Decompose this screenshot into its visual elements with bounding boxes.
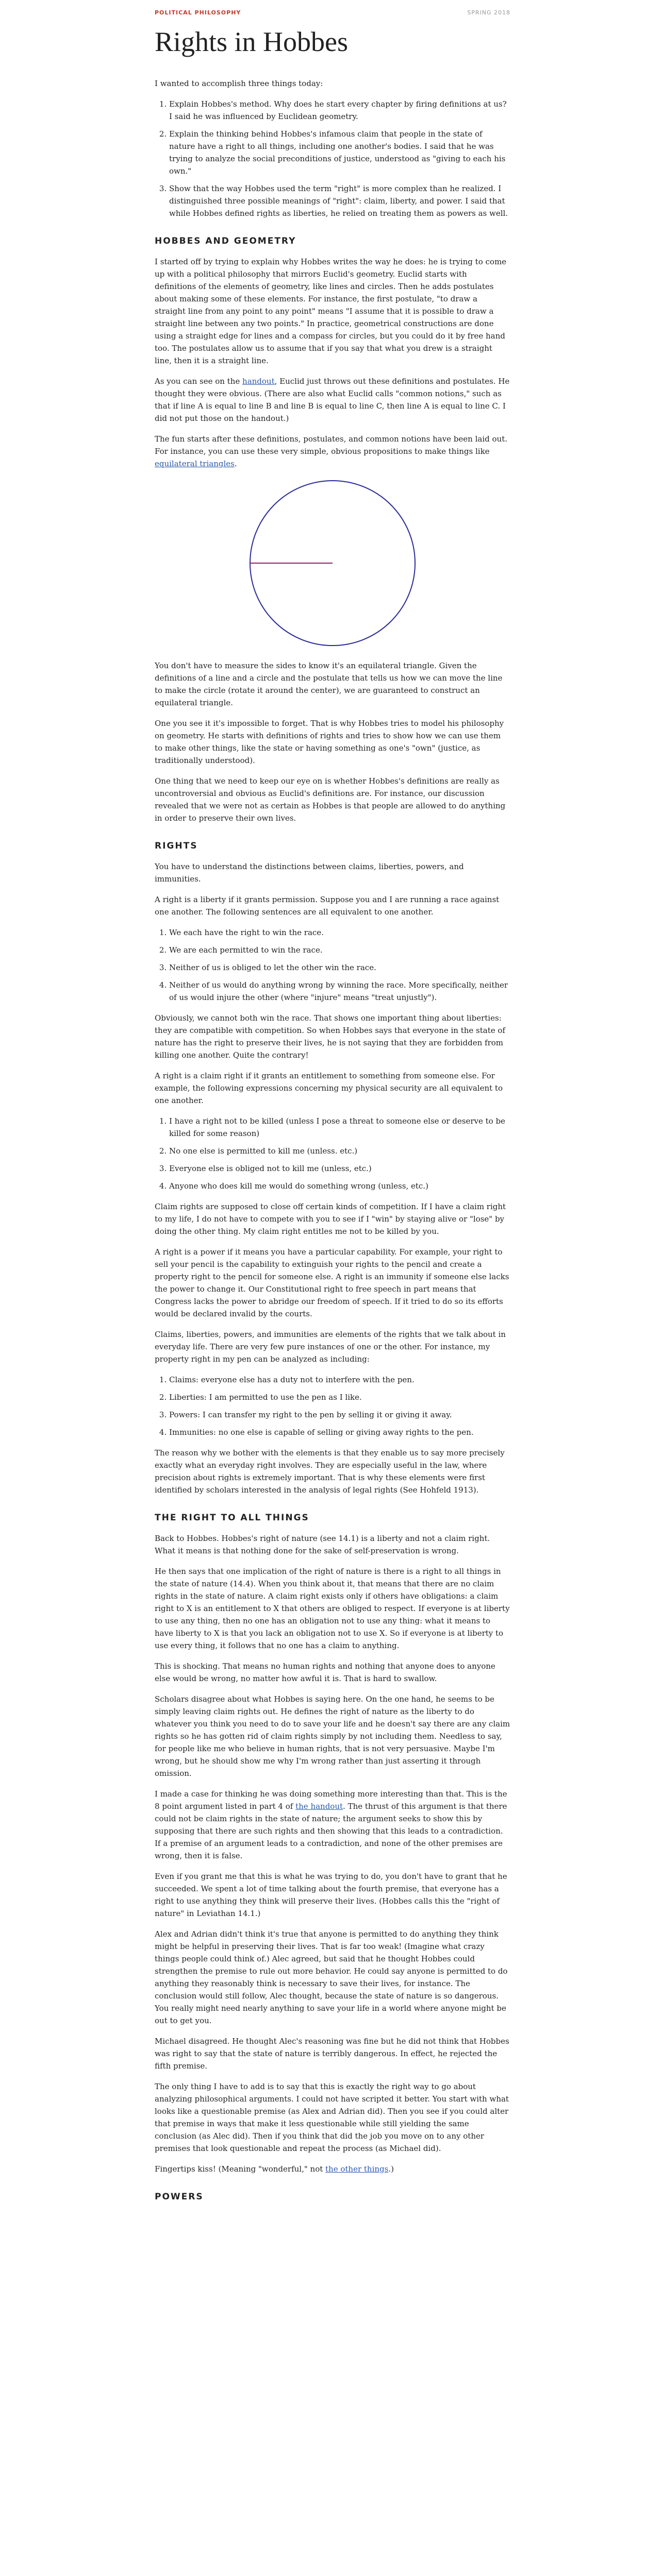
paragraph: The fun starts after these definitions, postulates, and common notions have been laid out. For instance, you can use these very simple, obvious propositions to make things like equilateral triangles. [155,434,508,468]
top-bar [155,9,510,19]
section-heading-geometry: HOBBES AND GEOMETRY [155,236,296,246]
list-item: 3. Everyone else is obliged not to kill me (unless, etc.) [169,1162,510,1175]
paragraph: Fingertips kiss! (Meaning "wonderful," not the other things.) [155,2164,394,2174]
list-item: 2. No one else is permitted to kill me (unless. etc.) [169,1145,510,1157]
the-handout-link[interactable]: the handout [295,1802,343,1811]
article-body [155,77,510,2211]
paragraph: One thing that we need to keep our eye on is whether Hobbes's definitions are really as uncontroversial and obvious as Euclid's definitions are. For instance, our discussion revealed that we were not as certain as Hobbes is that people are allowed to do anything in order to preserve their own lives. [155,776,506,823]
paragraph: The reason why we bother with the elements is that they enable us to say more precisely exactly what an everyday right involves. They are especially useful in the law, where precision about rights is extremely important. That is why these elements were first identified by scholars interested in the analysis of legal rights (See Hohfeld 1913). [155,1448,505,1495]
paragraph: He then says that one implication of the right of nature is there is a right to all things in the state of nature (14.4). When you think about it, that means that there are no claim rights in the state of nature. A claim right exists only if others have obligations: a claim right to X is an entitlement to X that others are obliged to respect. If everyone is at liberty to use any thing, then no one has an obligation not to use any thing: what it means to have liberty to X is that you lack an obligation not to use X. So if everyone is at liberty to use every thing, it follows that no one has a claim to anything. [155,1567,510,1650]
course-label[interactable]: POLITICAL PHILOSOPHY [155,9,241,16]
paragraph: One you see it it's impossible to forget. That is why Hobbes tries to model his philosophy on geometry. He starts with definitions of rights and tries to show how we can use them to make other things, like the state or having something as one's "own" (justice, as traditionally understood). [155,719,504,765]
list-item: 1. We each have the right to win the race. [169,926,510,939]
list-item: 4. Anyone who does kill me would do something wrong (unless, etc.) [169,1180,510,1192]
paragraph: As you can see on the handout, Euclid just throws out these definitions and postulates. He thought they were obvious. (There are also what Euclid calls "common notions," such as that if line A is equal to line B and line B is equal to line C, then line A is equal to line C. I did not put those on the handout.) [155,377,510,423]
paragraph: Scholars disagree about what Hobbes is saying here. On the one hand, he seems to be simply leaving claim rights out. He defines the right of nature as the liberty to do whatever you think you need to do to save your life and he doesn't say there are any claim rights so he has gotten rid of claim rights simply by not including them. Needless to say, for people like me who believe in human rights, that is not very persuasive. Maybe I'm wrong, but he should show me why I'm wrong rather than just asserting it through omission. [155,1694,510,1778]
list-item: 2. Liberties: I am permitted to use the pen as I like. [169,1391,510,1403]
list-item: 3. Neither of us is obliged to let the other win the race. [169,961,510,974]
claim-list [155,1115,510,1192]
section-heading-all-things: THE RIGHT TO ALL THINGS [155,1513,309,1523]
paragraph: This is shocking. That means no human rights and nothing that anyone does to anyone else would be wrong, no matter how awful it is. That is hard to swallow. [155,1662,495,1683]
list-item: 3. Powers: I can transfer my right to the pen by selling it or giving it away. [169,1409,510,1421]
paragraph: You have to understand the distinctions between claims, liberties, powers, and immunities. [155,862,464,884]
paragraph: Back to Hobbes. Hobbes's right of nature (see 14.1) is a liberty and not a claim right. What it means is that nothing done for the sake of self-preservation is wrong. [155,1534,490,1555]
goal-item: 2. Explain the thinking behind Hobbes's infamous claim that people in the state of nature have a right to all things, including one another's bodies. I said that he was trying to analyze the social preconditions of justice, understood as "giving to each his own." [169,128,510,177]
page-title: Rights in Hobbes [155,26,349,57]
list-item: 2. We are each permitted to win the race. [169,944,510,956]
list-item: 1. I have a right not to be killed (unless I pose a threat to someone else or deserve to be killed for some reason) [169,1115,510,1140]
paragraph: Alex and Adrian didn't think it's true that anyone is permitted to do anything they think might be helpful in preserving their lives. That is far too weak! (Imagine what crazy things people could think of.) Alec agreed, but said that he thought Hobbes could strengthen the premise to rule out more behavior. He could say anyone is permitted to do anything they reasonably think is necessary to save their lives, for instance. The conclusion would still follow, Alec thought, because the state of nature is so dangerous. You really might need nearly anything to save your life in a world where anyone might be out to get you. [155,1929,508,2025]
paragraph: Claims, liberties, powers, and immunities are elements of the rights that we talk about in everyday life. There are very few pure instances of one or the other. For instance, my property right in my pen can be analyzed as including: [155,1330,506,1364]
goals-list [155,98,510,219]
paragraph: I made a case for thinking he was doing something more interesting than that. This is the 8 point argument listed in part 4 of the handout. The thrust of this argument is that there could not be claim rights in the state of nature; the argument seeks to show this by supposing that there are such rights and then showing that this leads to a contradiction. If a premise of an argument leads to a contradiction, and none of the other premises are wrong, then it is false. [155,1789,507,1860]
liberty-list [155,926,510,1004]
paragraph: A right is a liberty if it grants permission. Suppose you and I are running a race against one another. The following sentences are all equivalent to one another. [155,895,500,917]
paragraph: Claim rights are supposed to close off certain kinds of competition. If I have a claim right to my life, I do not have to compete with you to see if I "win" by staying alive or "lose" by doing the other thing. My claim right entitles me not to be killed by you. [155,1202,506,1236]
paragraph: Even if you grant me that this is what he was trying to do, you don't have to grant that he succeeded. We spent a lot of time talking about the fourth premise, that everyone has a right to use anything they think will preserve their lives. (Hobbes calls this the "right of nature" in Leviathan 14.1.) [155,1872,507,1918]
paragraph: A right is a power if it means you have a particular capability. For example, your right to sell your pencil is the capability to extinguish your rights to the pencil and create a property right to the pencil for someone else. A right is an immunity if someone else lacks the power to change it. Our Constitutional right to free speech in part means that Congress lacks the power to abridge our freedom of speech. If it tried to do so its efforts would be declared invalid by the courts. [155,1247,509,1318]
circle-diagram [247,478,418,648]
goal-item: 3. Show that the way Hobbes used the term "right" is more complex than he realized. I distinguished three possible meanings of "right": claim, liberty, and power. I said that while Hobbes defined rights as liberties, he relied on treating them as powers as well. [169,182,510,219]
paragraph: Obviously, we cannot both win the race. That shows one important thing about liberties: they are compatible with competition. So when Hobbes says that everyone in the state of nature has the right to preserve their lives, he is not saying that they are forbidden from killing one another. Quite the contrary! [155,1013,505,1060]
paragraph: The only thing I have to add is to say that this is exactly the right way to go about analyzing philosophical arguments. I could not have scripted it better. You start with what looks like a questionable premise (as Alex and Adrian did). Then you see if you could alter that premise in ways that make it less questionable while still yielding the same conclusion (as Alec did). Then if you think that did the job you move on to any other premises that look questionable and repeat the process (as Michael did). [155,2082,509,2153]
paragraph: I started off by trying to explain why Hobbes writes the way he does: he is trying to come up with a political philosophy that mirrors Euclid's geometry. Euclid starts with definitions of the elements of geometry, like lines and circles. Then he adds postulates about making some of these elements. For instance, the first postulate, "to draw a straight line from any point to any point" means "I assume that it is possible to draw a straight line between any two points." In practice, geometrical constructions are done using a straight edge for lines and a compass for circles, but you could do it by free hand too. The postulates allow us to assume that if you say that what you drew is a straight line, then it is a straight line. [155,257,507,365]
paragraph: You don't have to measure the sides to know it's an equilateral triangle. Given the definitions of a line and a circle and the postulate that tells us how we can move the line to make the circle (rotate it around the center), we are guaranteed to construct an equilateral triangle. [155,661,503,707]
section-heading-rights: RIGHTS [155,841,198,851]
equilateral-triangles-link[interactable]: equilateral triangles [155,459,235,468]
term-label: SPRING 2018 [467,9,510,16]
list-item: 4. Immunities: no one else is capable of selling or giving away rights to the pen. [169,1426,510,1438]
handout-link[interactable]: handout [242,377,275,386]
paragraph: Michael disagreed. He thought Alec's reasoning was fine but he did not think that Hobbes was right to say that the state of nature is terribly dangerous. In effect, he rejected the fifth premise. [155,2037,509,2071]
list-item: 1. Claims: everyone else has a duty not to interfere with the pen. [169,1374,510,1386]
list-item: 4. Neither of us would do anything wrong by winning the race. More specifically, neither of us would injure the other (where "injure" means "treat unjustly"). [169,979,510,1004]
goal-item: 1. Explain Hobbes's method. Why does he start every chapter by firing definitions at us? I said he was influenced by Euclidean geometry. [169,98,510,123]
element-list [155,1374,510,1438]
other-things-link[interactable]: the other things [325,2164,389,2174]
paragraph: A right is a claim right if it grants an entitlement to something from someone else. For example, the following expressions concerning my physical security are all equivalent to one another. [155,1071,503,1105]
intro-lead: I wanted to accomplish three things today: [155,79,323,88]
section-heading-powers: POWERS [155,2192,204,2202]
